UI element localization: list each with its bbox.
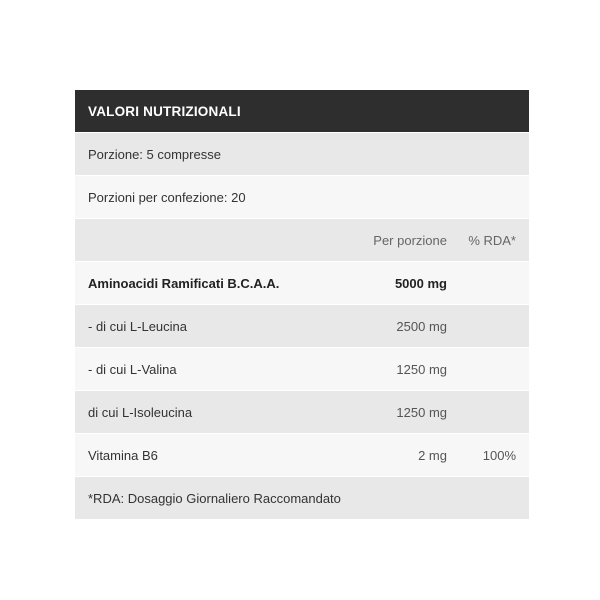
serving-size: Porzione: 5 compresse xyxy=(88,146,221,162)
nutrient-label: - di cui L-Leucina xyxy=(88,318,187,334)
table-row xyxy=(75,305,529,348)
table-row xyxy=(75,391,529,434)
nutrient-amount: 2 mg xyxy=(418,447,447,463)
nutrient-amount: 2500 mg xyxy=(396,318,447,334)
table-title-row xyxy=(75,90,529,133)
serving-row xyxy=(75,133,529,176)
column-header-rda: % RDA* xyxy=(468,232,516,248)
table-row xyxy=(75,262,529,305)
servings-per-pack-row xyxy=(75,176,529,219)
nutrient-amount: 1250 mg xyxy=(396,404,447,420)
nutrient-rda: 100% xyxy=(482,447,516,463)
table-row xyxy=(75,434,529,477)
nutrient-label: Vitamina B6 xyxy=(88,447,158,463)
nutrient-label: di cui L-Isoleucina xyxy=(88,404,193,420)
table-title: VALORI NUTRIZIONALI xyxy=(88,103,241,119)
table-row xyxy=(75,348,529,391)
nutrient-amount: 5000 mg xyxy=(394,275,447,291)
nutrient-label: Aminoacidi Ramificati B.C.A.A. xyxy=(88,275,280,291)
nutrition-table xyxy=(75,90,529,520)
column-header-per-serving: Per porzione xyxy=(373,232,447,248)
nutrient-amount: 1250 mg xyxy=(396,361,447,377)
footnote: *RDA: Dosaggio Giornaliero Raccomandato xyxy=(88,490,341,506)
column-header-row xyxy=(75,219,529,262)
nutrient-label: - di cui L-Valina xyxy=(88,361,177,377)
footnote-row xyxy=(75,477,529,520)
servings-per-pack: Porzioni per confezione: 20 xyxy=(88,189,246,205)
